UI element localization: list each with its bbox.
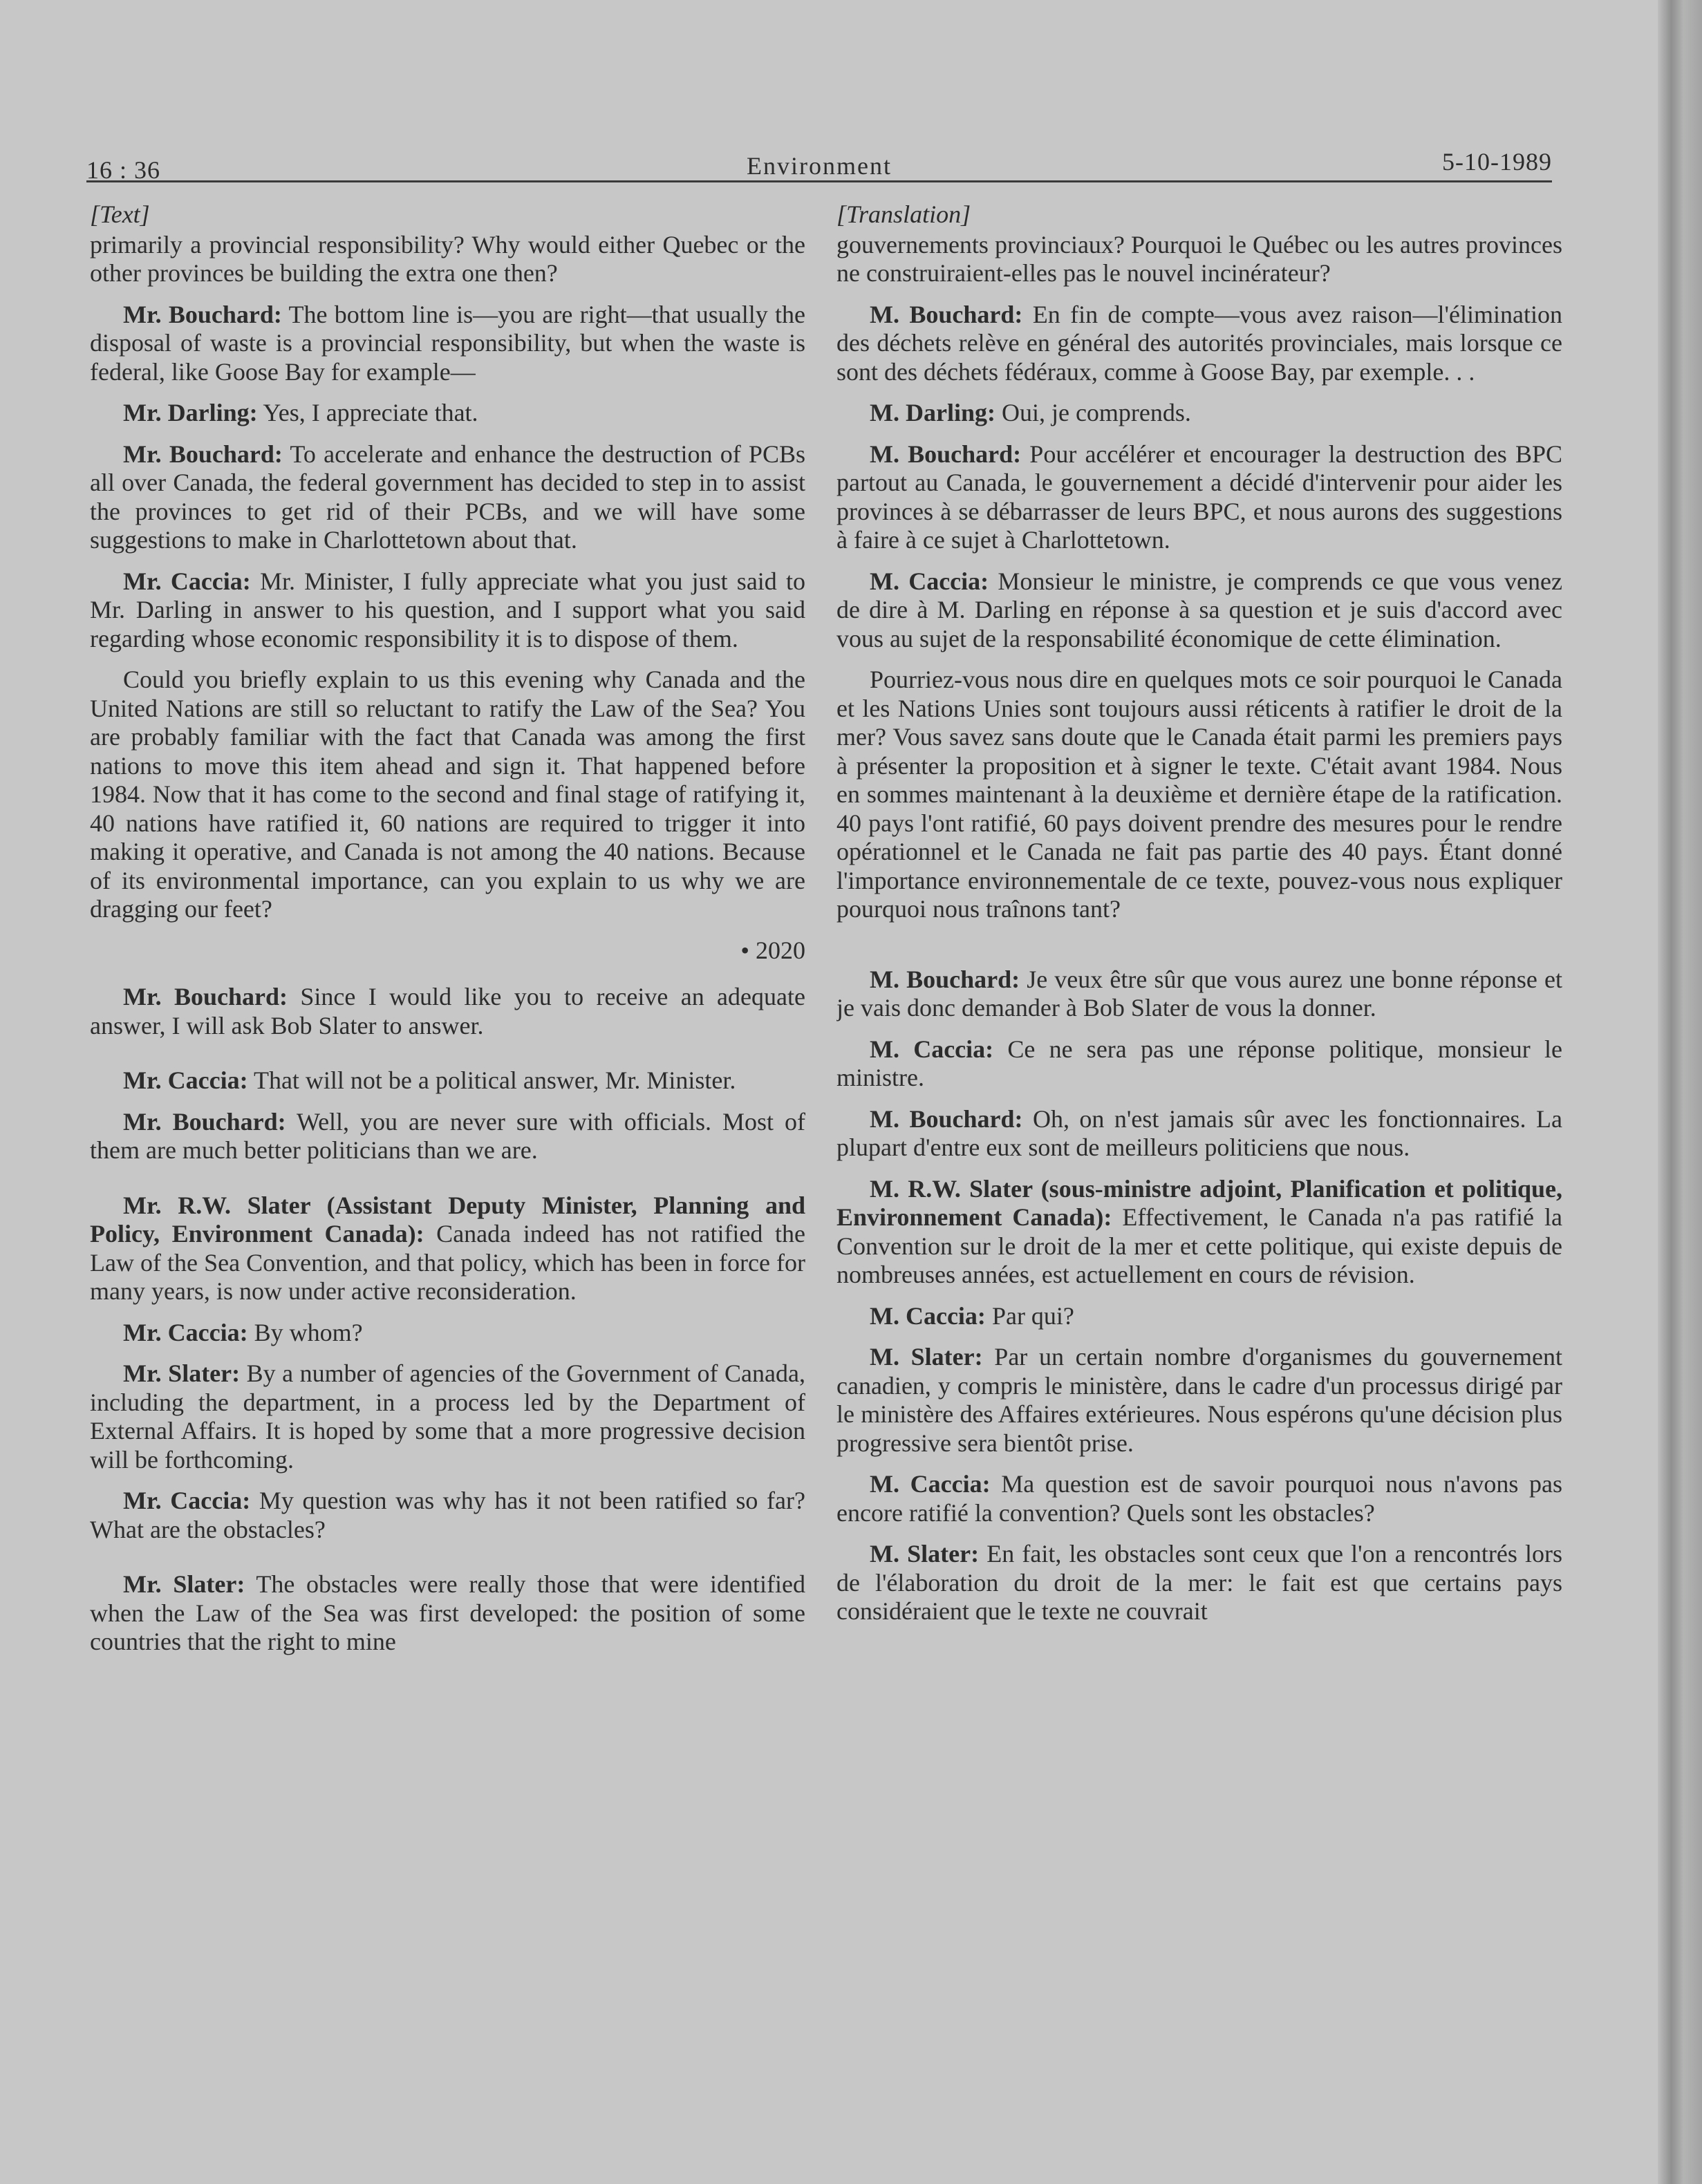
speech-text: That will not be a political answer, Mr. Minister.: [247, 1066, 736, 1094]
speech-paragraph: [90, 1319, 805, 1348]
speech-paragraph: [836, 1540, 1562, 1626]
speech-text: Canada indeed has not ratified the Law of the Sea Convention, and that policy, which has been in force for many years, is now under active reconsideration.: [90, 1220, 805, 1305]
speech-text: Pour accélérer et encourager la destruction des BPC partout au Canada, le gouvernement a décidé d'intervenir pour aider les provinces à se débarrasser de leurs BPC, et nous aurons des suggestions à faire à ce sujet à Charlottetown.: [836, 440, 1562, 554]
speech-paragraph: [90, 301, 805, 387]
speech-text: Je veux être sûr que vous aurez une bonne réponse et je vais donc demander à Bob Slater de vous la donner.: [836, 965, 1562, 1022]
speech-text: Monsieur le ministre, je comprends ce que vous venez de dire à M. Darling en réponse à sa question et je suis d'accord avec vous au sujet de la responsabilité économique de cette élimination.: [836, 567, 1562, 652]
speech-text: Yes, I appreciate that.: [257, 399, 478, 426]
sitting-date: 5-10-1989: [1442, 148, 1552, 176]
speaker-name: Mr. Bouchard:: [123, 1107, 286, 1136]
speaker-name: M. R.W. Slater (sous-ministre adjoint, Planification et politique, Environnement Canada):: [836, 1174, 1562, 1231]
committee-title: Environment: [747, 152, 892, 180]
running-header: [86, 142, 1552, 182]
paragraph-continued: primarily a provincial responsibility? Why would either Quebec or the other provinces be building the extra one then?: [90, 230, 805, 287]
speech-text: The bottom line is—you are right—that usually the disposal of waste is a provincial responsibility, but when the waste is federal, like Goose Bay for example—: [90, 300, 805, 386]
speech-text: Oui, je comprends.: [995, 399, 1191, 426]
page-edge-shadow: [1658, 0, 1672, 2184]
speaker-name: Mr. Bouchard:: [123, 440, 283, 468]
speech-text: Oh, on n'est jamais sûr avec les fonctionnaires. La plupart d'entre eux sont de meilleurs politiciens que nous.: [836, 1104, 1562, 1161]
speech-paragraph: [836, 301, 1562, 387]
speech-paragraph: [836, 440, 1562, 555]
speaker-name: M. Bouchard:: [870, 300, 1023, 328]
speech-paragraph: [90, 983, 805, 1040]
speaker-name: Mr. Slater:: [123, 1570, 245, 1598]
speaker-name: M. Bouchard:: [870, 965, 1020, 993]
speech-paragraph: [90, 1066, 805, 1095]
speech-text: Ma question est de savoir pourquoi nous n'avons pas encore ratifié la convention? Quels sont les obstacles?: [836, 1470, 1562, 1527]
page-number: 16 : 36: [86, 156, 161, 184]
speech-paragraph: [836, 567, 1562, 654]
speech-paragraph: [90, 440, 805, 555]
speaker-name: Mr. Caccia:: [123, 1066, 248, 1094]
speech-text: Mr. Minister, I fully appreciate what you just said to Mr. Darling in answer to his question, and I support what you said regarding whose economic responsibility it is to dispose of them.: [90, 567, 805, 652]
speech-paragraph: [836, 966, 1562, 1023]
speech-text: Par qui?: [985, 1301, 1074, 1330]
speech-paragraph: [836, 1343, 1562, 1458]
speech-paragraph: [90, 1359, 805, 1474]
speech-text: Effectivement, le Canada n'a pas ratifié la Convention sur le droit de la mer et cette politique, qui existe depuis de nombreuses années, est actuellement en cours de révision.: [836, 1203, 1562, 1288]
speech-text: My question was why has it not been ratified so far? What are the obstacles?: [90, 1487, 805, 1543]
speaker-name: Mr. Caccia:: [123, 567, 251, 595]
speaker-name: M. Caccia:: [870, 567, 989, 595]
speech-text: Ce ne sera pas une réponse politique, monsieur le ministre.: [836, 1035, 1562, 1091]
speaker-name: M. Darling:: [870, 399, 995, 426]
speech-text: Well, you are never sure with officials. Most of them are much better politicians than we are.: [90, 1107, 805, 1164]
speech-paragraph: [836, 1470, 1562, 1527]
speaker-name: M. Caccia:: [870, 1470, 991, 1498]
speech-paragraph: [90, 399, 805, 428]
speaker-name: Mr. Bouchard:: [123, 983, 288, 1010]
speaker-name: M. Caccia:: [870, 1035, 994, 1063]
speaker-name: Mr. Caccia:: [123, 1318, 248, 1346]
language-label: [Translation]: [836, 200, 971, 228]
speaker-name: M. Slater:: [870, 1540, 980, 1568]
speaker-name: Mr. Darling:: [123, 399, 258, 426]
time-marker: • 2020: [740, 936, 805, 964]
speaker-name: M. Slater:: [870, 1343, 983, 1371]
speaker-name: M. Caccia:: [870, 1301, 986, 1330]
speech-paragraph: [836, 1302, 1562, 1331]
speaker-name: Mr. Bouchard:: [123, 300, 282, 328]
speech-paragraph: [836, 1035, 1562, 1093]
speech-paragraph: [90, 567, 805, 654]
speech-paragraph: [90, 1487, 805, 1544]
speech-text: By a number of agencies of the Government of Canada, including the department, in a process led by the Department of External Affairs. It is hoped by some that a more progressive decision will be forthcoming.: [90, 1359, 805, 1474]
speech-text: By whom?: [247, 1318, 363, 1346]
paragraph-continued: gouvernements provinciaux? Pourquoi le Québec ou les autres provinces ne construiraient-elles pas le nouvel incinérateur?: [836, 230, 1562, 287]
speaker-name: M. Bouchard:: [870, 1104, 1023, 1133]
speech-paragraph: [836, 1175, 1562, 1290]
speaker-name: Mr. Caccia:: [123, 1487, 251, 1514]
speech-text: En fin de compte—vous avez raison—l'élimination des déchets relève en général des autorités provinciales, mais lorsque ce sont des déchets fédéraux, comme à Goose Bay, par exemple. . .: [836, 300, 1562, 386]
french-column: [836, 200, 1562, 2011]
speech-paragraph: [90, 1108, 805, 1165]
speech-paragraph: [836, 1105, 1562, 1162]
speech-text: The obstacles were really those that were identified when the Law of the Sea was first developed: the position of some countries that the right to mine: [90, 1570, 805, 1655]
speaker-name: Mr. Slater:: [123, 1359, 241, 1387]
book-spine: [1672, 0, 1702, 2184]
speech-text: To accelerate and enhance the destruction of PCBs all over Canada, the federal government has decided to step in to assist the provinces to get rid of their PCBs, and we will have some suggestions to make in Charlottetown about that.: [90, 440, 805, 554]
speech-paragraph: Pourriez-vous nous dire en quelques mots ce soir pourquoi le Canada et les Nations Unies sont toujours aussi réticents à ratifier le droit de la mer? Vous savez sans doute que le Canada était parmi les premiers pays à présenter la proposition et à signer le texte. C'était avant 1984. Nous en sommes maintenant à la deuxième et dernière étape de la ratification. 40 pays l'ont ratifié, 60 pays doivent prendre des mesures pour le rendre opérationnel et le Canada ne fait pas partie des 40 pays. Étant donné l'importance environnementale de ce texte, pouvez-vous nous expliquer pourquoi nous traînons tant?: [836, 666, 1562, 923]
speech-text: Par un certain nombre d'organismes du gouvernement canadien, y compris le ministère, dans le cadre d'un processus dirigé par le ministère des Affaires extérieures. Nous espérons qu'une décision plus progressive sera bientôt prise.: [836, 1343, 1562, 1457]
speech-paragraph: Could you briefly explain to us this evening why Canada and the United Nations are still so reluctant to ratify the Law of the Sea? You are probably familiar with the fact that Canada was among the first nations to move this item ahead and sign it. That happened before 1984. Now that it has come to the second and final stage of ratifying it, 40 nations have ratified it, 60 nations are required to trigger it into making it operative, and Canada is not among the 40 nations. Because of its environmental importance, can you explain to us why we are dragging our feet?: [90, 666, 805, 923]
language-label: [Text]: [90, 200, 150, 228]
speaker-name: Mr. R.W. Slater (Assistant Deputy Minister, Planning and Policy, Environment Canada):: [90, 1191, 805, 1248]
speech-paragraph: [90, 1570, 805, 1657]
speech-paragraph: [836, 399, 1562, 428]
speech-text: En fait, les obstacles sont ceux que l'on a rencontrés lors de l'élaboration du droit de la mer: le fait est que certains pays considéraient que le texte ne couvrait: [836, 1540, 1562, 1625]
speech-paragraph: [90, 1192, 805, 1306]
english-column: [90, 200, 805, 2011]
speech-text: Since I would like you to receive an adequate answer, I will ask Bob Slater to answer.: [90, 983, 805, 1039]
speaker-name: M. Bouchard:: [870, 440, 1022, 468]
